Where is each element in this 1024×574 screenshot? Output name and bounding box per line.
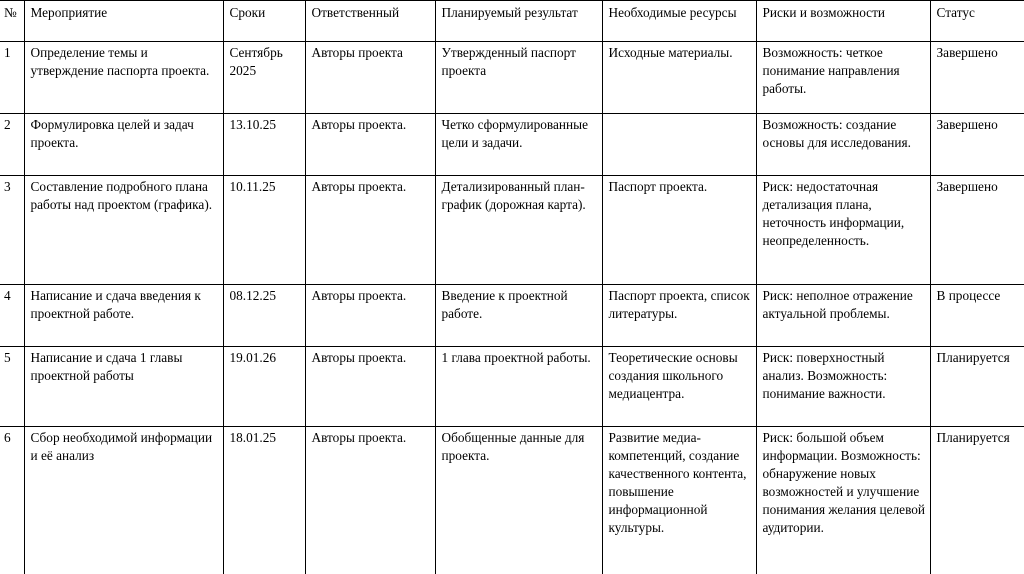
- cell-num: 5: [0, 347, 24, 427]
- cell-num: 1: [0, 42, 24, 114]
- cell-event: Сбор необходимой информации и её анализ: [24, 427, 223, 574]
- cell-risks: Риск: большой объем информации. Возможность: обнаружение новых возможностей и улучшение понимания желания целевой аудитории.: [756, 427, 930, 574]
- cell-status: Завершено: [930, 42, 1024, 114]
- cell-event: Составление подробного плана работы над проектом (графика).: [24, 176, 223, 285]
- cell-resources: [602, 114, 756, 176]
- cell-risks: Возможность: четкое понимание направления работы.: [756, 42, 930, 114]
- cell-num: 6: [0, 427, 24, 574]
- table-row: [0, 427, 1024, 574]
- cell-responsible: Авторы проекта.: [305, 427, 435, 574]
- cell-responsible: Авторы проекта.: [305, 285, 435, 347]
- cell-resources: Паспорт проекта.: [602, 176, 756, 285]
- header-event: Мероприятие: [24, 1, 223, 42]
- cell-risks: Риск: поверхностный анализ. Возможность: понимание важности.: [756, 347, 930, 427]
- cell-responsible: Авторы проекта: [305, 42, 435, 114]
- cell-dates: Сентябрь 2025: [223, 42, 305, 114]
- cell-resources: Паспорт проекта, список литературы.: [602, 285, 756, 347]
- cell-result: Четко сформулированные цели и задачи.: [435, 114, 602, 176]
- cell-num: 4: [0, 285, 24, 347]
- header-result: Планируемый результат: [435, 1, 602, 42]
- cell-event: Написание и сдача 1 главы проектной работы: [24, 347, 223, 427]
- cell-status: Планируется: [930, 427, 1024, 574]
- header-num: №: [0, 1, 24, 42]
- cell-responsible: Авторы проекта.: [305, 347, 435, 427]
- cell-dates: 19.01.26: [223, 347, 305, 427]
- cell-resources: Исходные материалы.: [602, 42, 756, 114]
- cell-risks: Риск: неполное отражение актуальной проблемы.: [756, 285, 930, 347]
- table-row: [0, 114, 1024, 176]
- cell-result: Утвержденный паспорт проекта: [435, 42, 602, 114]
- cell-resources: Развитие медиа-компетенций, создание качественного контента, повышение информационной культуры.: [602, 427, 756, 574]
- cell-num: 2: [0, 114, 24, 176]
- header-status: Статус: [930, 1, 1024, 42]
- cell-responsible: Авторы проекта.: [305, 176, 435, 285]
- cell-result: Введение к проектной работе.: [435, 285, 602, 347]
- cell-event: Формулировка целей и задач проекта.: [24, 114, 223, 176]
- header-risks: Риски и возможности: [756, 1, 930, 42]
- table-row: [0, 176, 1024, 285]
- cell-dates: 18.01.25: [223, 427, 305, 574]
- cell-status: В процессе: [930, 285, 1024, 347]
- table-header-row: [0, 1, 1024, 42]
- cell-status: Завершено: [930, 114, 1024, 176]
- table-row: [0, 285, 1024, 347]
- cell-result: Детализированный план-график (дорожная карта).: [435, 176, 602, 285]
- cell-result: Обобщенные данные для проекта.: [435, 427, 602, 574]
- cell-event: Написание и сдача введения к проектной работе.: [24, 285, 223, 347]
- cell-risks: Возможность: создание основы для исследования.: [756, 114, 930, 176]
- cell-status: Планируется: [930, 347, 1024, 427]
- cell-status: Завершено: [930, 176, 1024, 285]
- cell-dates: 13.10.25: [223, 114, 305, 176]
- cell-dates: 10.11.25: [223, 176, 305, 285]
- table-row: [0, 347, 1024, 427]
- cell-dates: 08.12.25: [223, 285, 305, 347]
- cell-responsible: Авторы проекта.: [305, 114, 435, 176]
- header-dates: Сроки: [223, 1, 305, 42]
- cell-event: Определение темы и утверждение паспорта проекта.: [24, 42, 223, 114]
- header-resources: Необходимые ресурсы: [602, 1, 756, 42]
- cell-risks: Риск: недостаточная детализация плана, неточность информации, неопределенность.: [756, 176, 930, 285]
- table-row: [0, 42, 1024, 114]
- cell-num: 3: [0, 176, 24, 285]
- cell-result: 1 глава проектной работы.: [435, 347, 602, 427]
- header-responsible: Ответственный: [305, 1, 435, 42]
- cell-resources: Теоретические основы создания школьного медиацентра.: [602, 347, 756, 427]
